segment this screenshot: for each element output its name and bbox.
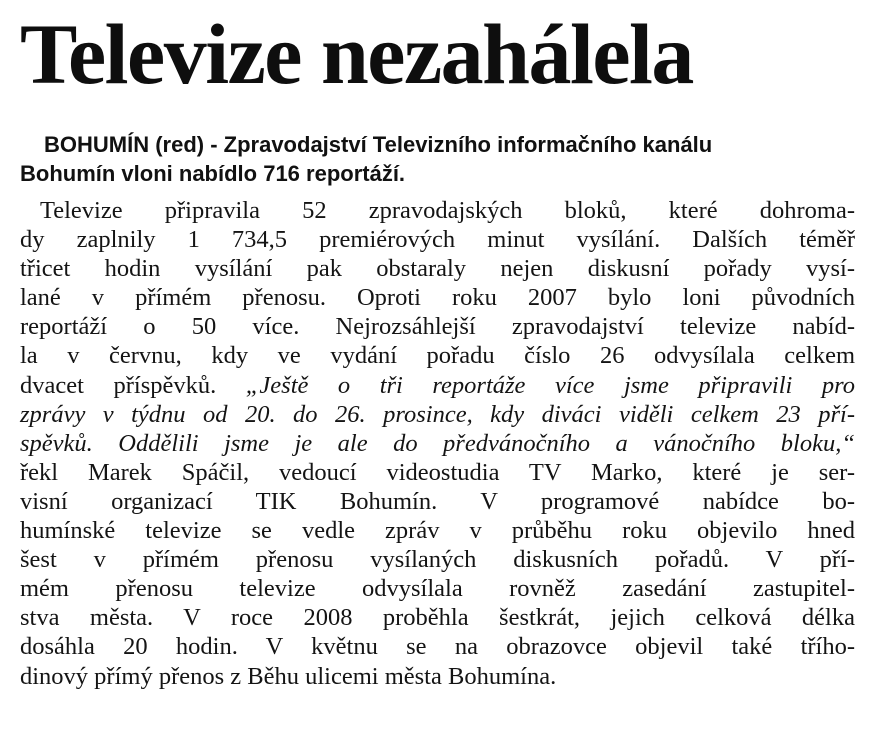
body-line: [20, 487, 855, 516]
lead-line: BOHUMÍN (red) - Zpravodajství Televizního informačního kanálu: [44, 132, 713, 157]
body-text-segment: reportáží o 50 více. Nejrozsáhlejší zpravodajství televize nabíd-: [20, 313, 855, 341]
body-text-segment: dy zaplnily 1 734,5 premiérových minut vysílání. Dalších téměř: [20, 226, 855, 254]
article-lead: [20, 130, 855, 188]
body-quote-text: spěvků. Oddělili jsme je ale do předvánočního a vánočního bloku,“: [20, 429, 855, 457]
body-text-segment: humínské televize se vedle zpráv v průběhu roku objevilo hned: [20, 517, 855, 545]
body-line: [20, 458, 855, 487]
body-line: [20, 400, 855, 429]
body-line: [20, 632, 855, 661]
body-line: [20, 516, 855, 545]
body-line: [20, 254, 855, 283]
body-text-segment: Televize připravila 52 zpravodajských bloků, které dohroma-: [40, 197, 855, 224]
body-line: [20, 662, 855, 691]
body-text-segment: dvacet příspěvků.: [20, 371, 246, 399]
body-line: [20, 283, 855, 312]
lead-line: Bohumín vloni nabídlo 716 reportáží.: [20, 161, 406, 186]
body-text-segment: šest v přímém přenosu vysílaných diskusních pořadů. V pří-: [20, 546, 855, 574]
body-text-segment: visní organizací TIK Bohumín. V programové nabídce bo-: [20, 487, 855, 515]
body-text-segment: lané v přímém přenosu. Oproti roku 2007 bylo loni původních: [20, 284, 855, 312]
body-quote-text: zprávy v týdnu od 20. do 26. prosince, kdy diváci viděli celkem 23 pří-: [20, 400, 855, 428]
article-headline: Televize nezahálela: [20, 6, 693, 102]
body-text-segment: třicet hodin vysílání pak obstaraly nejen diskusní pořady vysí-: [20, 255, 855, 283]
body-line: [20, 371, 855, 400]
body-quote-text: „Ještě o tři reportáže více jsme připravili pro: [245, 371, 855, 399]
body-text-segment: dinový přímý přenos z Běhu ulicemi města Bohumína.: [20, 662, 557, 690]
body-text-segment: mém přenosu televize odvysílala rovněž zasedání zastupitel-: [20, 575, 855, 603]
article-body: [20, 196, 855, 691]
body-line: [20, 196, 855, 225]
body-line: [20, 225, 855, 254]
body-text-segment: la v červnu, kdy ve vydání pořadu číslo 26 odvysílala celkem: [20, 342, 855, 370]
body-line: [20, 429, 855, 458]
body-text-segment: řekl Marek Spáčil, vedoucí videostudia TV Marko, které je ser-: [20, 458, 855, 486]
body-line: [20, 574, 855, 603]
body-text-segment: dosáhla 20 hodin. V květnu se na obrazovce objevil také třího-: [20, 633, 855, 661]
body-line: [20, 312, 855, 341]
body-line: [20, 603, 855, 632]
body-line: [20, 341, 855, 370]
body-line: [20, 545, 855, 574]
body-text-segment: stva města. V roce 2008 proběhla šestkrát, jejich celková délka: [20, 604, 855, 632]
